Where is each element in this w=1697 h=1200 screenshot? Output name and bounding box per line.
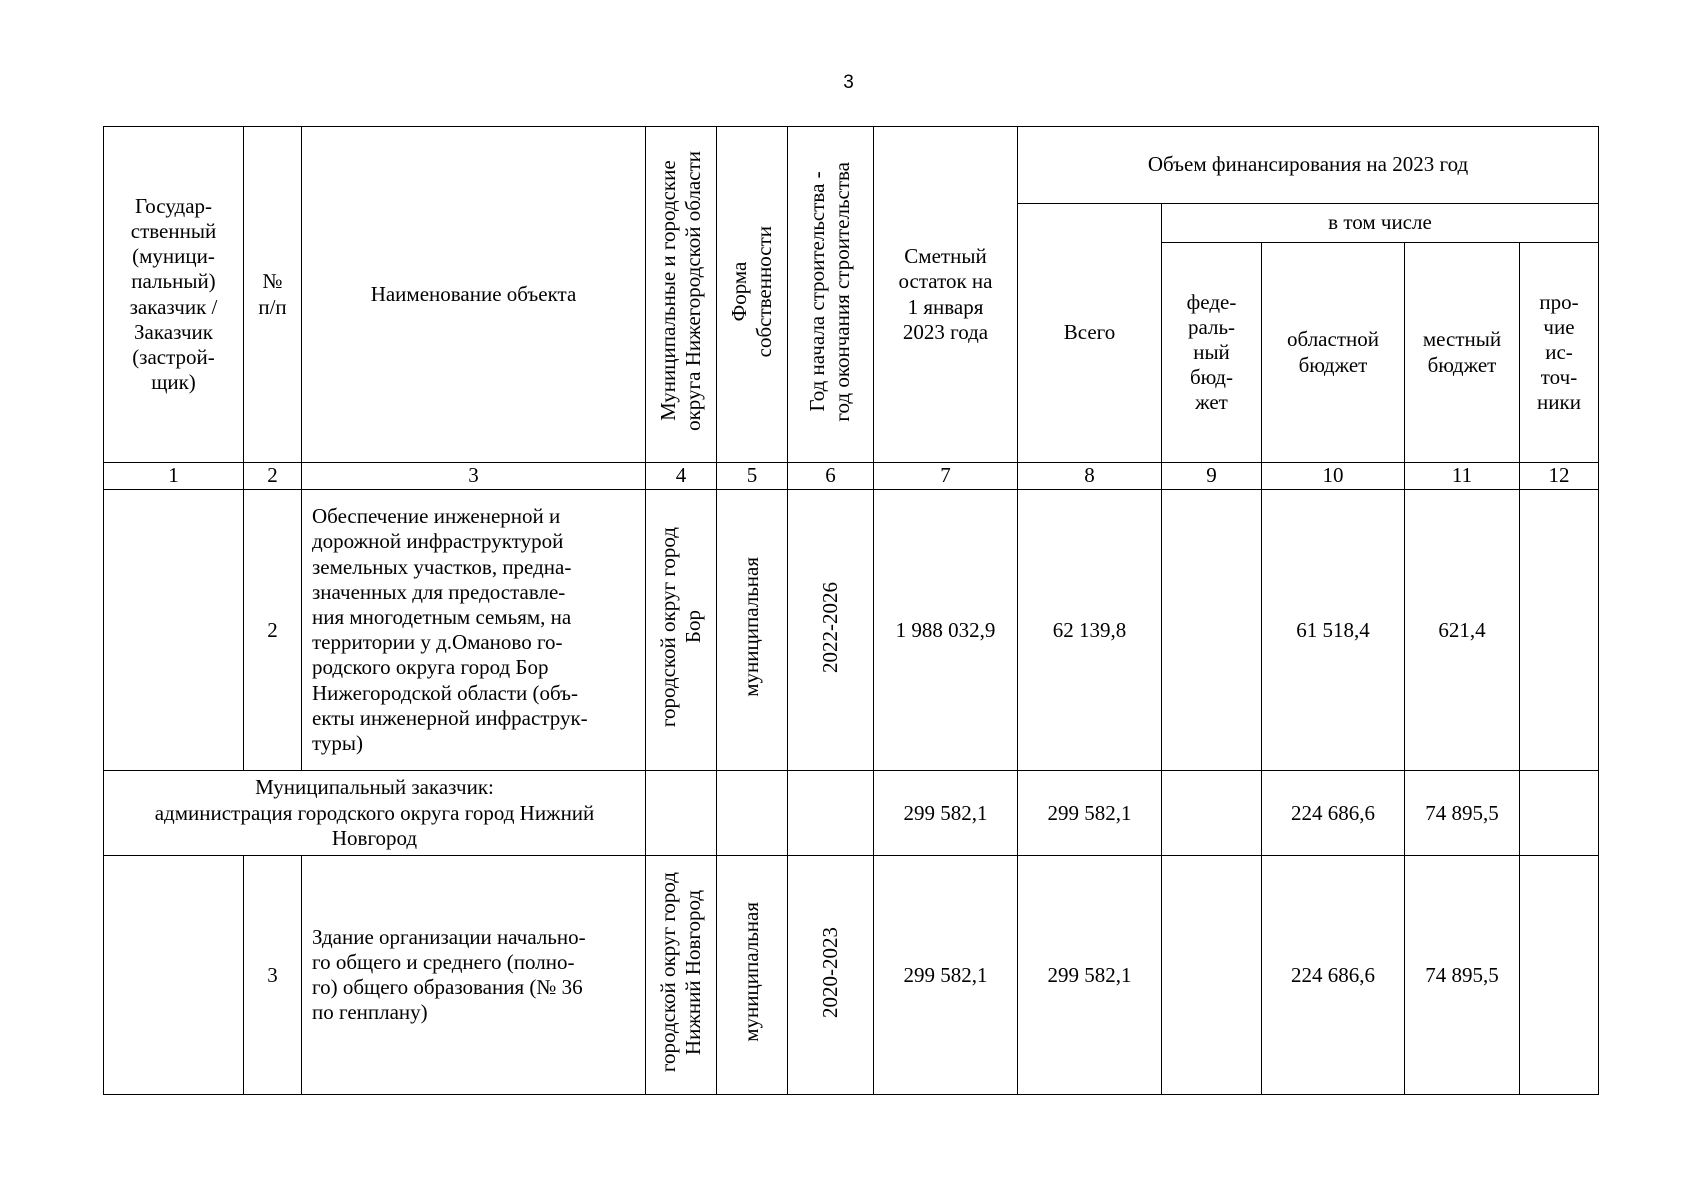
header-number-text: № п/п [258, 269, 287, 319]
header-financing-volume-text: Объем финансирования на 2023 год [1147, 152, 1469, 177]
header-federal-budget-text: феде- раль- ный бюд- жет [1186, 289, 1237, 415]
table-row [104, 856, 1599, 1095]
cell-estimate-balance: 299 582,1 [874, 856, 1018, 1095]
cell-municipality [646, 856, 717, 1095]
municipality-text: городской округ город Бор [655, 527, 705, 728]
header-total-text: Всего [1063, 320, 1116, 345]
column-number: 3 [302, 463, 646, 490]
column-number: 10 [1262, 463, 1405, 490]
column-number: 8 [1018, 463, 1162, 490]
header-customer [104, 127, 244, 463]
header-local-budget-text: местный бюджет [1422, 327, 1502, 377]
cell-regional: 61 518,4 [1262, 490, 1405, 771]
header-years [788, 127, 874, 463]
cell-number: 2 [244, 490, 302, 771]
cell-municipality [646, 490, 717, 771]
cell-years [788, 771, 874, 856]
cell-federal [1162, 490, 1262, 771]
column-number: 1 [104, 463, 244, 490]
customer-group-label-text: Муниципальный заказчик: администрация городского округа город Нижний Новгород [154, 775, 595, 850]
header-other-sources [1520, 243, 1599, 463]
column-number: 2 [244, 463, 302, 490]
municipality-text: городской округ город Нижний Новгород [655, 872, 705, 1073]
header-regional-budget-text: областной бюджет [1287, 327, 1379, 377]
cell-local: 74 895,5 [1405, 856, 1520, 1095]
header-municipality [646, 127, 717, 463]
cell-customer [104, 490, 244, 771]
header-local-budget [1405, 243, 1520, 463]
cell-other [1520, 856, 1599, 1095]
cell-years [788, 490, 874, 771]
cell-ownership [717, 490, 788, 771]
column-number: 12 [1520, 463, 1599, 490]
column-number: 4 [646, 463, 717, 490]
cell-estimate-balance: 299 582,1 [874, 771, 1018, 856]
header-estimate-balance [874, 127, 1018, 463]
cell-municipality [646, 771, 717, 856]
table-row [104, 490, 1599, 771]
header-regional-budget [1262, 243, 1405, 463]
object-name-text: Обеспечение инженерной и дорожной инфраструктурой земельных участков, предна- значенных для предоставле- ния многодетным семьям, на территории у д.Оманово го- родского округа город Бор Нижегородской области (объ- екты инженерной инфраструк- туры) [312, 504, 588, 755]
header-estimate-balance-text: Сметный остаток на 1 января 2023 года [898, 244, 993, 344]
customer-group-row [104, 771, 1599, 856]
header-object-name [302, 127, 646, 463]
column-number: 11 [1405, 463, 1520, 490]
column-number: 5 [717, 463, 788, 490]
cell-other [1520, 490, 1599, 771]
ownership-text: муниципальная [739, 902, 764, 1042]
cell-total: 299 582,1 [1018, 856, 1162, 1095]
cell-local: 74 895,5 [1405, 771, 1520, 856]
cell-customer-group-label [104, 771, 646, 856]
budget-table [103, 126, 1599, 1095]
header-financing-volume [1018, 127, 1599, 204]
header-years-text: Год начала строительства - год окончания строительства [805, 161, 855, 422]
years-text: 2022-2026 [817, 581, 842, 673]
header-row-1 [104, 127, 1599, 204]
header-including [1162, 204, 1599, 243]
cell-object-name [302, 856, 646, 1095]
header-municipality-text: Муниципальные и городские округа Нижегородской области [655, 151, 705, 432]
cell-customer [104, 856, 244, 1095]
cell-federal [1162, 771, 1262, 856]
column-numbers-row [104, 463, 1599, 490]
cell-federal [1162, 856, 1262, 1095]
ownership-text: муниципальная [739, 557, 764, 697]
cell-other [1520, 771, 1599, 856]
cell-ownership [717, 771, 788, 856]
header-customer-text: Государ- ственный (муници- пальный) заказчик / Заказчик (застрой- щик) [129, 193, 218, 395]
cell-local: 621,4 [1405, 490, 1520, 771]
header-total [1018, 204, 1162, 463]
header-federal-budget [1162, 243, 1262, 463]
cell-total: 62 139,8 [1018, 490, 1162, 771]
cell-estimate-balance: 1 988 032,9 [874, 490, 1018, 771]
object-name-text: Здание организации начально- го общего и среднего (полно- го) общего образования (№ 36 по генплану) [312, 924, 586, 1025]
cell-total: 299 582,1 [1018, 771, 1162, 856]
page-number: 3 [843, 72, 854, 93]
header-other-sources-text: про- чие ис- точ- ники [1537, 289, 1581, 415]
years-text: 2020-2023 [817, 926, 842, 1018]
cell-regional: 224 686,6 [1262, 771, 1405, 856]
column-number: 9 [1162, 463, 1262, 490]
header-including-text: в том числе [1328, 210, 1432, 235]
column-number: 6 [788, 463, 874, 490]
column-number: 7 [874, 463, 1018, 490]
cell-object-name [302, 490, 646, 771]
header-ownership [717, 127, 788, 463]
header-ownership-text: Форма собственности [726, 225, 776, 358]
cell-ownership [717, 856, 788, 1095]
header-object-name-text: Наименование объекта [370, 281, 577, 306]
header-number [244, 127, 302, 463]
cell-years [788, 856, 874, 1095]
cell-regional: 224 686,6 [1262, 856, 1405, 1095]
cell-number: 3 [244, 856, 302, 1095]
